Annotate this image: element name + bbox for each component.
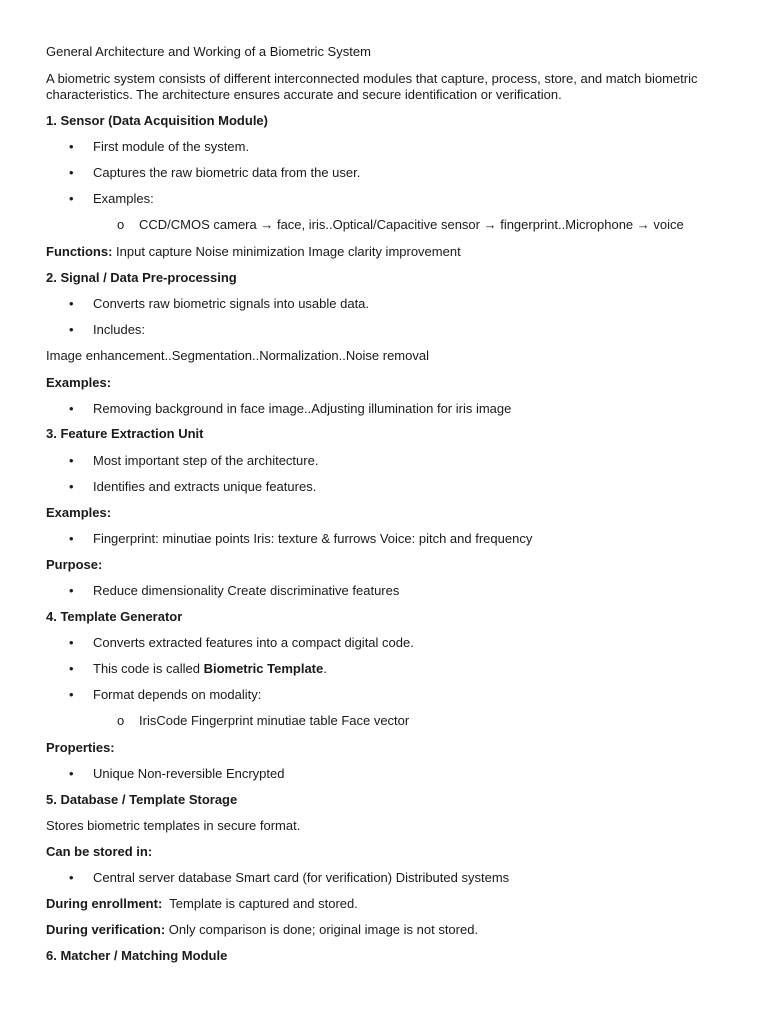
functions-text: Input capture Noise minimization Image clarity improvement	[112, 244, 461, 259]
document-title: General Architecture and Working of a Biometric System	[46, 44, 371, 59]
verification-text: Only comparison is done; original image is not stored.	[165, 922, 479, 937]
section-2-includes-line: Image enhancement..Segmentation..Normalization..Noise removal	[46, 348, 429, 363]
section-4-bullet-4: Unique Non-reversible Encrypted	[93, 766, 285, 781]
section-5-bullet-1: Central server database Smart card (for verification) Distributed systems	[93, 870, 510, 885]
bullet-icon: •	[69, 661, 74, 676]
section-4-properties-label: Properties:	[46, 740, 115, 755]
section-5-heading: 5. Database / Template Storage	[46, 792, 238, 807]
template-suffix: .	[323, 661, 327, 676]
section-1-bullet-2: Captures the raw biometric data from the user.	[93, 165, 361, 180]
section-2-examples-label: Examples:	[46, 375, 112, 390]
section-1-heading: 1. Sensor (Data Acquisition Module)	[46, 113, 268, 128]
section-6-heading: 6. Matcher / Matching Module	[46, 948, 228, 963]
section-2-bullet-2: Includes:	[93, 322, 146, 337]
section-4-bullet-3: Format depends on modality:	[93, 687, 262, 702]
section-5-stored-label: Can be stored in:	[46, 844, 153, 859]
section-3-bullet-4: Reduce dimensionality Create discriminative features	[93, 583, 400, 598]
section-4-sub-bullet: IrisCode Fingerprint minutiae table Face vector	[139, 713, 410, 728]
bullet-icon: •	[69, 635, 74, 650]
bullet-icon: •	[69, 322, 74, 337]
section-4-bullet-2	[93, 661, 327, 677]
section-5-line: Stores biometric templates in secure format.	[46, 818, 301, 833]
enrollment-text: Template is captured and stored.	[162, 896, 358, 911]
bullet-icon: •	[69, 165, 74, 180]
bullet-icon: •	[69, 531, 74, 546]
section-5-verification	[46, 922, 478, 938]
section-3-bullet-3: Fingerprint: minutiae points Iris: texture & furrows Voice: pitch and frequency	[93, 531, 533, 546]
functions-label: Functions:	[46, 244, 113, 259]
bullet-icon: •	[69, 453, 74, 468]
section-5-enrollment	[46, 896, 358, 912]
bullet-icon: •	[69, 870, 74, 885]
section-3-examples-label: Examples:	[46, 505, 112, 520]
section-1-functions	[46, 244, 461, 260]
bullet-icon: •	[69, 766, 74, 781]
bullet-icon: •	[69, 139, 74, 154]
section-4-bullet-1: Converts extracted features into a compact digital code.	[93, 635, 414, 650]
bullet-icon: •	[69, 687, 74, 702]
section-1-bullet-3: Examples:	[93, 191, 154, 206]
section-3-bullet-2: Identifies and extracts unique features.	[93, 479, 317, 494]
biometric-template-term: Biometric Template	[203, 661, 324, 676]
verification-label: During verification:	[46, 922, 166, 937]
section-3-heading: 3. Feature Extraction Unit	[46, 426, 204, 441]
sub-bullet-icon: o	[117, 217, 125, 232]
section-4-heading: 4. Template Generator	[46, 609, 183, 624]
section-3-bullet-1: Most important step of the architecture.	[93, 453, 319, 468]
bullet-icon: •	[69, 583, 74, 598]
section-1-bullet-1: First module of the system.	[93, 139, 250, 154]
template-prefix: This code is called	[93, 661, 204, 676]
section-2-bullet-3: Removing background in face image..Adjusting illumination for iris image	[93, 401, 512, 416]
intro-paragraph: A biometric system consists of different interconnected modules that capture, process, store, and match biometric characteristics. The architecture ensures accurate and secure identification or verification.	[46, 71, 698, 102]
section-2-bullet-1: Converts raw biometric signals into usable data.	[93, 296, 370, 311]
bullet-icon: •	[69, 296, 74, 311]
bullet-icon: •	[69, 479, 74, 494]
section-1-sub-bullet: CCD/CMOS camera → face, iris..Optical/Capacitive sensor → fingerprint..Microphone → voice	[139, 217, 684, 232]
sub-bullet-icon: o	[117, 713, 125, 728]
section-2-heading: 2. Signal / Data Pre-processing	[46, 270, 237, 285]
bullet-icon: •	[69, 401, 74, 416]
enrollment-label: During enrollment:	[46, 896, 163, 911]
bullet-icon: •	[69, 191, 74, 206]
section-3-purpose-label: Purpose:	[46, 557, 103, 572]
